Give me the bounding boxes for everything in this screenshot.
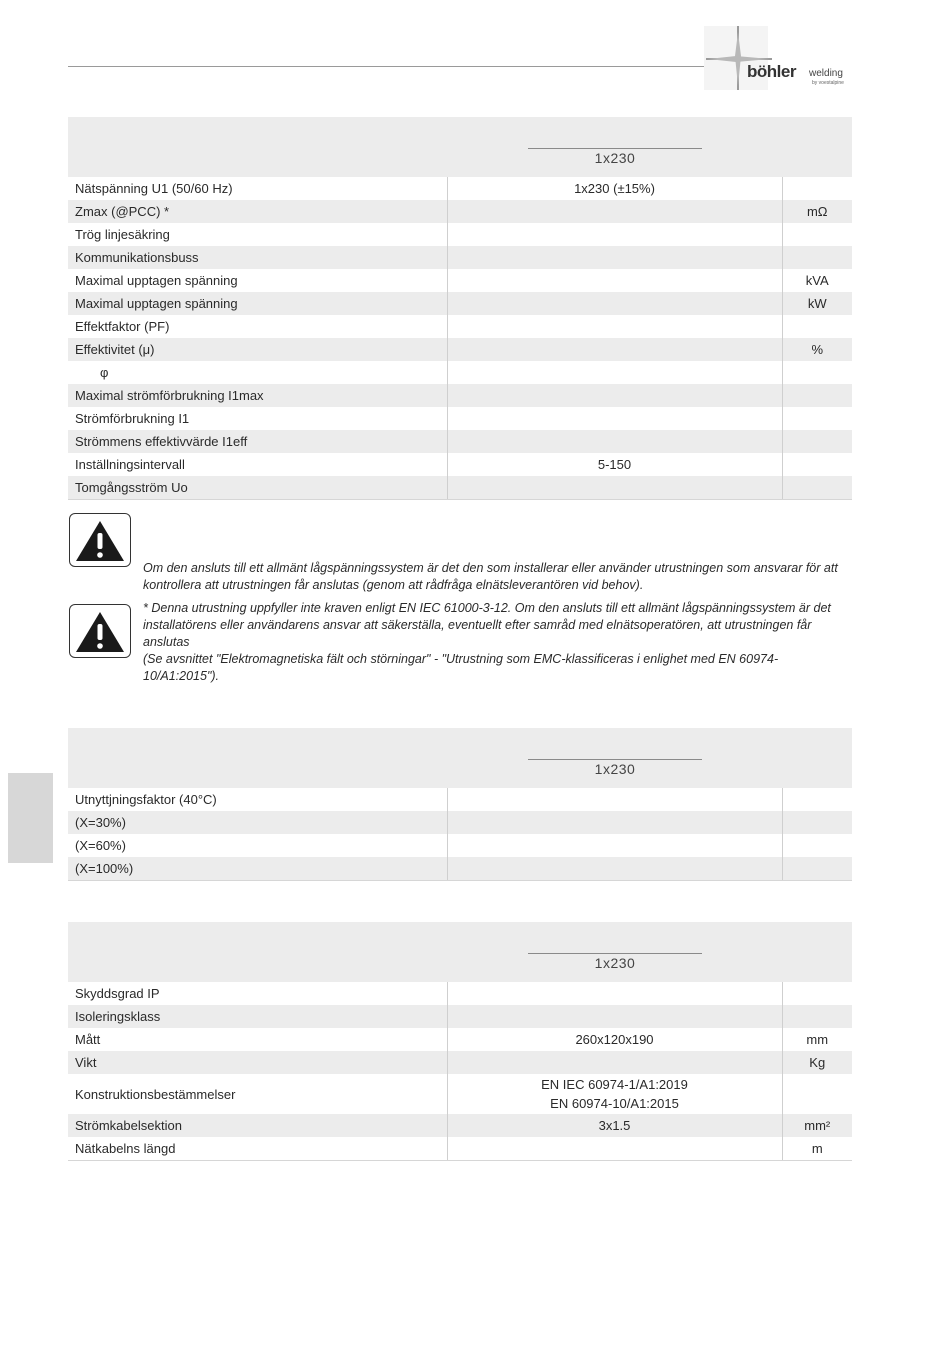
side-tab	[8, 773, 53, 863]
row-label: Maximal upptagen spänning	[75, 273, 238, 288]
brand-tagline: by voestalpine	[812, 80, 844, 86]
row-value	[447, 811, 782, 834]
row-unit	[782, 982, 852, 1005]
table-row	[68, 407, 852, 430]
row-value	[447, 200, 782, 223]
row-label: (X=60%)	[75, 838, 126, 853]
row-label: Strömkabelsektion	[68, 1114, 447, 1137]
row-value	[447, 361, 782, 384]
row-label: Nätkabelns längd	[68, 1137, 447, 1161]
column-header-voltage: 1x230	[594, 150, 636, 166]
row-unit	[782, 430, 852, 453]
table-row	[68, 200, 852, 223]
table-header	[68, 728, 852, 788]
row-value	[447, 292, 782, 315]
warning-paragraph: Om den ansluts till ett allmänt lågspänningssystem är det den som installerar eller använder utrustningen som ansvarar för att kontrollera att utrustningen får anslutas (genom att rådfråga elnätsleverantören vid behov).	[143, 561, 838, 592]
row-unit	[782, 223, 852, 246]
row-label: Trög linjesäkring	[75, 227, 170, 242]
table-header	[68, 117, 852, 177]
row-unit: mΩ	[782, 200, 852, 223]
header-rule-line	[528, 953, 702, 954]
table-row	[68, 834, 852, 857]
row-label: Maximal strömförbrukning I1max	[68, 384, 447, 407]
row-unit	[782, 1005, 852, 1028]
row-unit	[782, 811, 852, 834]
row-value	[447, 1051, 782, 1074]
physical-spec-table	[68, 922, 852, 1161]
brand-name: böhler	[747, 62, 796, 81]
warning-icon	[69, 604, 131, 658]
row-unit: Kg	[782, 1051, 852, 1074]
row-label: Utnyttjningsfaktor (40°C)	[75, 792, 217, 807]
table-row	[68, 1051, 852, 1074]
brand-suffix: welding	[809, 68, 843, 79]
row-label: Kommunikationsbuss	[68, 246, 447, 269]
row-value	[447, 834, 782, 857]
row-label: Tomgångsström Uo	[68, 476, 447, 500]
table-row	[68, 453, 852, 476]
row-label: Effektfaktor (PF)	[75, 319, 170, 334]
table-row	[68, 292, 852, 315]
table-row	[68, 857, 852, 881]
standard-line-2: EN 60974-10/A1:2015	[550, 1096, 679, 1111]
row-unit	[782, 177, 852, 200]
row-label: Nätspänning U1 (50/60 Hz)	[75, 181, 233, 196]
row-unit	[782, 857, 852, 881]
row-unit	[782, 246, 852, 269]
row-label: Skyddsgrad IP	[75, 986, 160, 1001]
table-row	[68, 246, 852, 269]
column-header-voltage: 1x230	[594, 761, 636, 777]
row-value	[447, 788, 782, 811]
row-label: (X=30%)	[68, 811, 447, 834]
table-row	[68, 1074, 852, 1114]
row-label: Vikt	[68, 1051, 447, 1074]
table-row	[68, 315, 852, 338]
row-unit: kVA	[782, 269, 852, 292]
row-value	[447, 982, 782, 1005]
row-label: Inställningsintervall	[75, 457, 185, 472]
row-label: Zmax (@PCC) *	[68, 200, 447, 223]
table-row	[68, 1028, 852, 1051]
row-value: 5-150	[447, 453, 782, 476]
row-unit: mm²	[782, 1114, 852, 1137]
row-unit: kW	[782, 292, 852, 315]
row-value	[447, 407, 782, 430]
row-value	[447, 338, 782, 361]
table-row	[68, 430, 852, 453]
row-label: (X=100%)	[68, 857, 447, 881]
row-unit	[782, 476, 852, 500]
table-row	[68, 476, 852, 500]
row-unit	[782, 384, 852, 407]
row-label: Strömmens effektivvärde I1eff	[68, 430, 447, 453]
row-unit	[782, 361, 852, 384]
row-value	[447, 1074, 782, 1114]
row-value	[447, 476, 782, 500]
table-row	[68, 1005, 852, 1028]
table-row	[68, 177, 852, 200]
row-value	[447, 1137, 782, 1161]
row-label: Isoleringsklass	[68, 1005, 447, 1028]
bohler-logo	[700, 22, 860, 94]
header-rule-line	[528, 759, 702, 760]
table-row	[68, 269, 852, 292]
electrical-spec-table	[68, 117, 852, 500]
row-value	[447, 430, 782, 453]
row-label: Konstruktionsbestämmelser	[75, 1086, 236, 1102]
row-value: 1x230 (±15%)	[447, 177, 782, 200]
duty-cycle-table	[68, 728, 852, 881]
table-row	[68, 338, 852, 361]
standard-line-1: EN IEC 60974-1/A1:2019	[541, 1077, 688, 1092]
warning-text-2	[143, 600, 853, 685]
row-label: Strömförbrukning I1	[75, 411, 190, 426]
row-unit: mm	[782, 1028, 852, 1051]
row-value	[447, 857, 782, 881]
row-unit: %	[782, 338, 852, 361]
row-value: 260x120x190	[447, 1028, 782, 1051]
warning-text-1	[143, 560, 853, 594]
row-unit	[782, 834, 852, 857]
row-value	[447, 223, 782, 246]
row-value	[447, 384, 782, 407]
table-row	[68, 811, 852, 834]
row-value	[447, 246, 782, 269]
row-value	[447, 269, 782, 292]
table-row	[68, 361, 852, 384]
row-unit	[782, 788, 852, 811]
row-value: 3x1.5	[447, 1114, 782, 1137]
table-row	[68, 1137, 852, 1161]
row-label: Mått	[75, 1032, 101, 1047]
row-unit: m	[782, 1137, 852, 1161]
table-row	[68, 223, 852, 246]
row-label: Effektivitet (μ)	[68, 338, 447, 361]
row-unit	[782, 315, 852, 338]
header-rule	[68, 66, 710, 67]
row-value	[447, 1005, 782, 1028]
row-label: φ	[100, 365, 109, 380]
table-header	[68, 922, 852, 982]
column-header-voltage: 1x230	[594, 955, 636, 971]
header-rule-line	[528, 148, 702, 149]
table-row	[68, 982, 852, 1005]
row-label: Maximal upptagen spänning	[68, 292, 447, 315]
warning-paragraph: * Denna utrustning uppfyller inte kraven enligt EN IEC 61000-3-12. Om den ansluts till ett allmänt lågspänningssystem är det installatörens eller användarens ansvar att säkerställa, eventuellt efter samråd med elnätsoperatören, att utrustningen får anslutas	[143, 601, 831, 649]
table-row	[68, 1114, 852, 1137]
table-row	[68, 384, 852, 407]
row-unit	[782, 453, 852, 476]
row-unit	[782, 407, 852, 430]
warning-icon	[69, 513, 131, 567]
row-unit	[782, 1074, 852, 1114]
warning-paragraph: (Se avsnittet "Elektromagnetiska fält och störningar" - "Utrustning som EMC-klassificeras i enlighet med EN 60974-10/A1:2015").	[143, 652, 779, 683]
table-row	[68, 788, 852, 811]
row-value	[447, 315, 782, 338]
